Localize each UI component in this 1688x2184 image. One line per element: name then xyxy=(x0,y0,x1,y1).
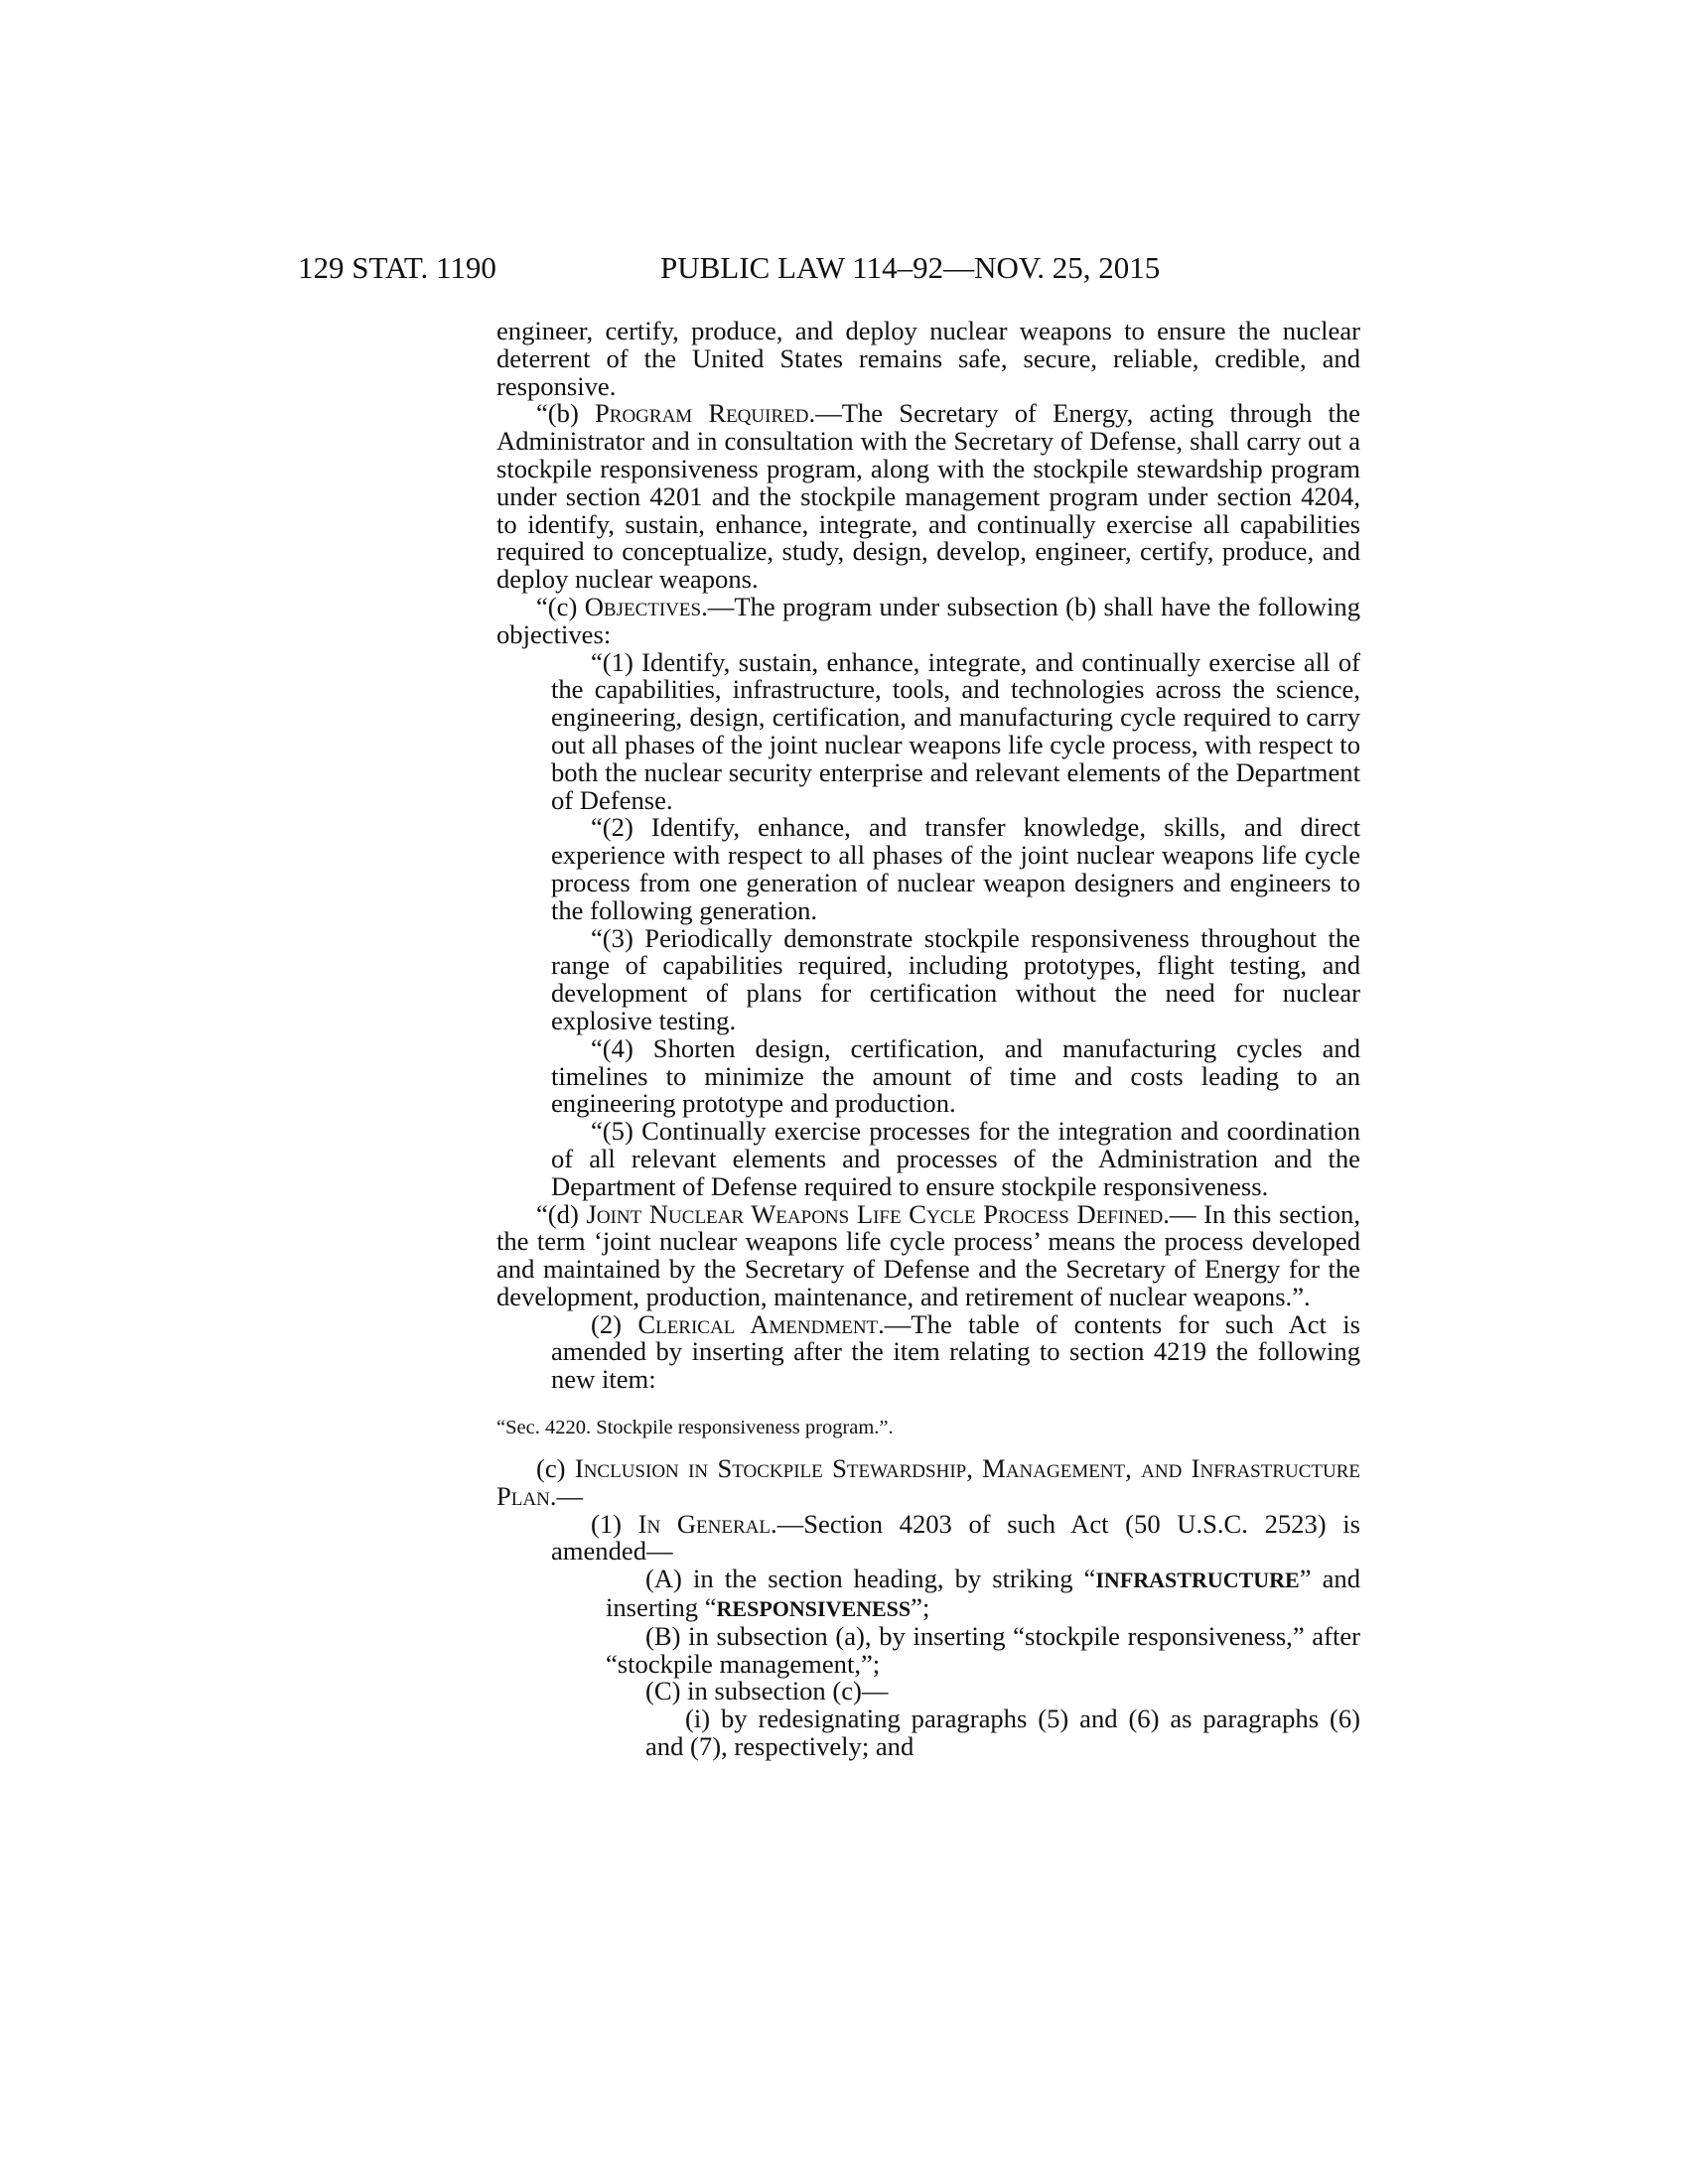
toc-item: “Sec. 4220. Stockpile responsiveness program.”. xyxy=(496,1417,894,1439)
amendment-C-i: (i) by redesignating paragraphs (5) and (6) as paragraphs (6) and (7), respectively; and xyxy=(645,1704,1360,1762)
amendment-C: (C) in subsection (c)— xyxy=(645,1676,889,1706)
inserted-word: RESPONSIVENESS xyxy=(716,1596,912,1622)
subsection-b-heading: Program Required xyxy=(594,398,809,429)
objective-2: “(2) Identify, enhance, and transfer knowledge, skills, and direct experience with respect to all phases of the joint nuclear weapons life cycle process from one generation of nuclear weapon designers and engineers to the following generation. xyxy=(551,812,1360,925)
subsection-c-inclusion-heading: Inclusion in Stockpile Stewardship, Management, and Infrastructure Plan xyxy=(496,1453,1361,1511)
objective-1: “(1) Identify, sustain, enhance, integrate, and continually exercise all of the capabilities, infrastructure, tools, and technologies across the science, engineering, design, certification, and manufacturing cycle required to carry out all phases of the joint nuclear weapons life cycle process, with respect to both the nuclear security enterprise and relevant elements of the Department of Defense. xyxy=(551,646,1360,815)
objective-3: “(3) Periodically demonstrate stockpile responsiveness throughout the range of capabilities required, including prototypes, flight testing, and development of plans for certification without the need for nuclear explosive testing. xyxy=(551,922,1360,1035)
paragraph-intro: engineer, certify, produce, and deploy nuclear weapons to ensure the nuclear deterrent of the United States remains safe, secure, reliable, credible, and responsive. xyxy=(496,316,1360,401)
in-general-heading: In General xyxy=(637,1508,771,1539)
statute-page-number: 129 STAT. 1190 xyxy=(298,250,496,285)
amendment-B: (B) in subsection (a), by inserting “stockpile responsiveness,” after “stockpile management,”; xyxy=(606,1620,1360,1679)
subsection-b: “(b) Program Required.—The Secretary of Energy, acting through the Administrator and in consultation with the Secretary of Defense, shall carry out a stockpile responsiveness program, along with the stockpile stewardship program under section 4201 and the stockpile management program under section 4204, to identify, sustain, enhance, integrate, and continually exercise all capabilities required to conceptualize, study, design, develop, engineer, certify, produce, and deploy nuclear weapons. xyxy=(496,398,1360,595)
clerical-amendment-heading: Clerical Amendment xyxy=(637,1308,879,1339)
subsection-c-inclusion: (c) Inclusion in Stockpile Stewardship, Management, and Infrastructure Plan.— xyxy=(496,1453,1361,1511)
in-general: (1) In General.—Section 4203 of such Act (50 U.S.C. 2523) is amended— xyxy=(551,1508,1360,1567)
struck-word: INFRASTRUCTURE xyxy=(1095,1568,1300,1593)
objective-4: “(4) Shorten design, certification, and manufacturing cycles and timelines to minimize the amount of time and costs leading to an engineering prototype and production. xyxy=(551,1032,1360,1119)
subsection-c: “(c) Objectives.—The program under subsection (b) shall have the following objectives: xyxy=(496,591,1360,649)
subsection-d-heading: Joint Nuclear Weapons Life Cycle Process Defined xyxy=(586,1198,1164,1229)
page-body xyxy=(496,318,1360,1761)
amendment-A: (A) in the section heading, by striking “INFRASTRUCTURE” and inserting “RESPONSIVENESS”; xyxy=(606,1564,1360,1623)
subsection-c-heading: Objectives xyxy=(584,591,702,621)
running-header xyxy=(298,248,1390,288)
law-title-date: PUBLIC LAW 114–92—NOV. 25, 2015 xyxy=(660,250,1161,285)
objective-5: “(5) Continually exercise processes for the integration and coordination of all relevant elements and processes of the Administration and the Department of Defense required to ensure stockpile responsiveness. xyxy=(551,1116,1360,1201)
clerical-amendment: (2) Clerical Amendment.—The table of contents for such Act is amended by inserting after the item relating to section 4219 the following new item: xyxy=(551,1308,1360,1395)
subsection-d: “(d) Joint Nuclear Weapons Life Cycle Process Defined.— In this section, the term ‘joint nuclear weapons life cycle process’ means the process developed and maintained by the Secretary of Defense and the Secretary of Energy for the development, production, maintenance, and retirement of nuclear weapons.”. xyxy=(496,1198,1360,1311)
